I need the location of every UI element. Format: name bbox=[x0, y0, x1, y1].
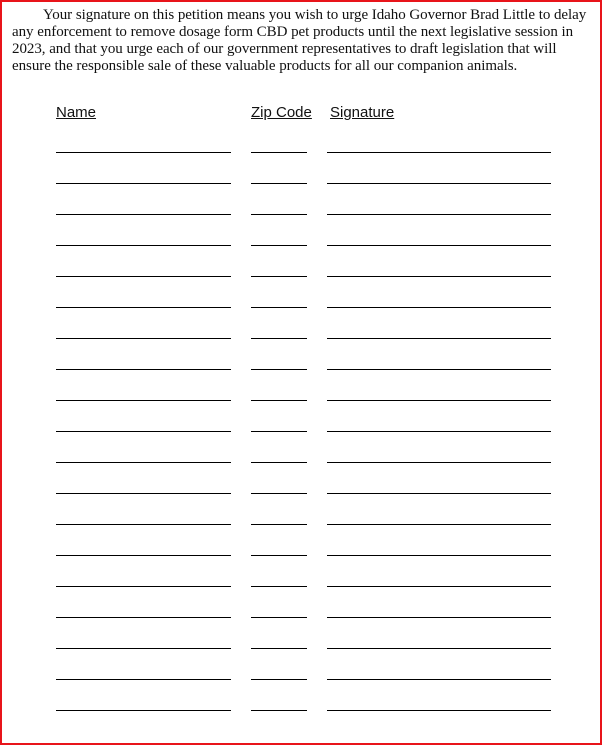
signature-line bbox=[327, 617, 551, 618]
zip-code-line bbox=[251, 555, 307, 556]
name-line bbox=[56, 648, 231, 649]
column-header-signature: Signature bbox=[330, 104, 395, 121]
column-header-zip-code: Zip Code bbox=[251, 104, 312, 121]
signature-line bbox=[327, 462, 551, 463]
signature-line bbox=[327, 183, 551, 184]
name-line bbox=[56, 462, 231, 463]
signature-row bbox=[0, 617, 602, 618]
signature-row bbox=[0, 710, 602, 711]
name-line bbox=[56, 431, 231, 432]
signature-row bbox=[0, 586, 602, 587]
signature-row bbox=[0, 462, 602, 463]
signature-row bbox=[0, 555, 602, 556]
signature-line bbox=[327, 431, 551, 432]
name-line bbox=[56, 152, 231, 153]
signature-line bbox=[327, 524, 551, 525]
signature-line bbox=[327, 400, 551, 401]
name-line bbox=[56, 617, 231, 618]
zip-code-line bbox=[251, 369, 307, 370]
zip-code-line bbox=[251, 648, 307, 649]
name-line bbox=[56, 276, 231, 277]
signature-line bbox=[327, 710, 551, 711]
name-line bbox=[56, 679, 231, 680]
name-line bbox=[56, 338, 231, 339]
name-line bbox=[56, 245, 231, 246]
signature-row bbox=[0, 307, 602, 308]
signature-line bbox=[327, 493, 551, 494]
zip-code-line bbox=[251, 524, 307, 525]
name-line bbox=[56, 307, 231, 308]
signature-row bbox=[0, 431, 602, 432]
name-line bbox=[56, 214, 231, 215]
signature-line bbox=[327, 245, 551, 246]
signature-row bbox=[0, 524, 602, 525]
signature-line bbox=[327, 555, 551, 556]
zip-code-line bbox=[251, 400, 307, 401]
signature-row bbox=[0, 493, 602, 494]
signature-line bbox=[327, 214, 551, 215]
zip-code-line bbox=[251, 152, 307, 153]
signature-line bbox=[327, 679, 551, 680]
zip-code-line bbox=[251, 338, 307, 339]
signature-row bbox=[0, 648, 602, 649]
signature-line bbox=[327, 369, 551, 370]
signature-row bbox=[0, 338, 602, 339]
zip-code-line bbox=[251, 617, 307, 618]
signature-row bbox=[0, 679, 602, 680]
name-line bbox=[56, 586, 231, 587]
signature-row bbox=[0, 276, 602, 277]
name-line bbox=[56, 555, 231, 556]
signature-line bbox=[327, 307, 551, 308]
zip-code-line bbox=[251, 710, 307, 711]
petition-intro: Your signature on this petition means you wish to urge Idaho Governor Brad Little to delay any enforcement to remove dosage form CBD pet products until the next legislative session in 2023, and that you urge each of our government representatives to draft legislation that will ensure the responsible sale of these valuable products for all our companion animals. bbox=[12, 7, 587, 74]
signature-line bbox=[327, 586, 551, 587]
zip-code-line bbox=[251, 276, 307, 277]
zip-code-line bbox=[251, 307, 307, 308]
name-line bbox=[56, 710, 231, 711]
name-line bbox=[56, 524, 231, 525]
signature-row bbox=[0, 400, 602, 401]
signature-row bbox=[0, 214, 602, 215]
zip-code-line bbox=[251, 493, 307, 494]
signature-row bbox=[0, 369, 602, 370]
zip-code-line bbox=[251, 679, 307, 680]
zip-code-line bbox=[251, 183, 307, 184]
name-line bbox=[56, 400, 231, 401]
zip-code-line bbox=[251, 462, 307, 463]
signature-row bbox=[0, 245, 602, 246]
name-line bbox=[56, 369, 231, 370]
signature-line bbox=[327, 648, 551, 649]
zip-code-line bbox=[251, 586, 307, 587]
column-header-name: Name bbox=[56, 104, 97, 121]
name-line bbox=[56, 183, 231, 184]
zip-code-line bbox=[251, 431, 307, 432]
signature-line bbox=[327, 152, 551, 153]
signature-line bbox=[327, 276, 551, 277]
name-line bbox=[56, 493, 231, 494]
zip-code-line bbox=[251, 245, 307, 246]
zip-code-line bbox=[251, 214, 307, 215]
signature-row bbox=[0, 183, 602, 184]
signature-row bbox=[0, 152, 602, 153]
signature-line bbox=[327, 338, 551, 339]
